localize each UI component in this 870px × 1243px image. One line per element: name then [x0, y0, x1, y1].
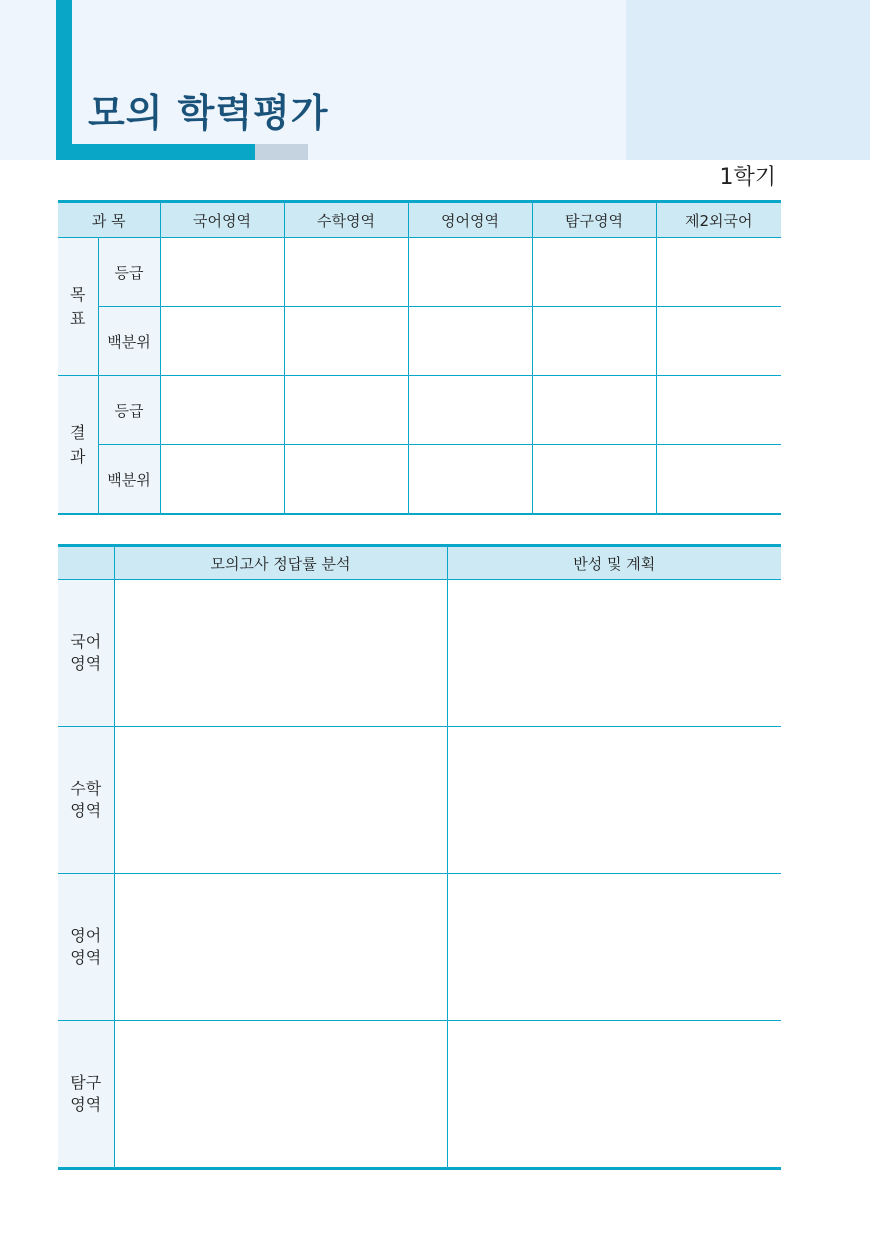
- goal-grade-korean-cell[interactable]: [160, 238, 284, 307]
- result-percentile-korean-cell[interactable]: [160, 445, 284, 515]
- row-label-percentile: 백분위: [98, 307, 160, 376]
- plan-header: 반성 및 계획: [447, 546, 781, 580]
- result-grade-inquiry-cell[interactable]: [532, 376, 656, 445]
- korean-analysis-cell[interactable]: [114, 580, 447, 727]
- group-label-result: 결과: [58, 376, 98, 515]
- english-plan-cell[interactable]: [447, 874, 781, 1021]
- result-grade-second-language-cell[interactable]: [656, 376, 781, 445]
- goal-percentile-math-cell[interactable]: [284, 307, 408, 376]
- accent-bar-horizontal: [56, 144, 255, 160]
- analysis-table: [58, 544, 781, 1170]
- goal-grade-english-cell[interactable]: [408, 238, 532, 307]
- row-label-percentile: 백분위: [98, 445, 160, 515]
- column-header-korean: 국어영역: [160, 202, 284, 238]
- goal-percentile-english-cell[interactable]: [408, 307, 532, 376]
- semester-label: 1학기: [719, 165, 776, 190]
- math-analysis-cell[interactable]: [114, 727, 447, 874]
- math-plan-cell[interactable]: [447, 727, 781, 874]
- page-title: 모의 학력평가: [88, 91, 329, 135]
- header-background-right: [626, 0, 870, 160]
- row-label-math: 수학 영역: [58, 727, 114, 874]
- result-percentile-inquiry-cell[interactable]: [532, 445, 656, 515]
- subject-header: 과 목: [58, 202, 160, 238]
- inquiry-analysis-cell[interactable]: [114, 1021, 447, 1169]
- result-percentile-second-language-cell[interactable]: [656, 445, 781, 515]
- goal-percentile-second-language-cell[interactable]: [656, 307, 781, 376]
- result-percentile-english-cell[interactable]: [408, 445, 532, 515]
- row-label-korean: 국어 영역: [58, 580, 114, 727]
- goal-grade-math-cell[interactable]: [284, 238, 408, 307]
- result-grade-english-cell[interactable]: [408, 376, 532, 445]
- goal-grade-second-language-cell[interactable]: [656, 238, 781, 307]
- row-label-english: 영어 영역: [58, 874, 114, 1021]
- column-header-inquiry: 탐구영역: [532, 202, 656, 238]
- column-header-math: 수학영역: [284, 202, 408, 238]
- column-header-second-language: 제2외국어: [656, 202, 781, 238]
- inquiry-plan-cell[interactable]: [447, 1021, 781, 1169]
- accent-bar-gray: [255, 144, 308, 160]
- goal-grade-inquiry-cell[interactable]: [532, 238, 656, 307]
- row-label-grade: 등급: [98, 376, 160, 445]
- column-header-english: 영어영역: [408, 202, 532, 238]
- goal-percentile-korean-cell[interactable]: [160, 307, 284, 376]
- result-grade-korean-cell[interactable]: [160, 376, 284, 445]
- result-grade-math-cell[interactable]: [284, 376, 408, 445]
- goal-percentile-inquiry-cell[interactable]: [532, 307, 656, 376]
- result-percentile-math-cell[interactable]: [284, 445, 408, 515]
- grade-table: [58, 200, 781, 515]
- corner-header: [58, 546, 114, 580]
- accent-bar-vertical: [56, 0, 72, 160]
- row-label-grade: 등급: [98, 238, 160, 307]
- analysis-header: 모의고사 정답률 분석: [114, 546, 447, 580]
- korean-plan-cell[interactable]: [447, 580, 781, 727]
- row-label-inquiry: 탐구 영역: [58, 1021, 114, 1169]
- group-label-goal: 목표: [58, 238, 98, 376]
- english-analysis-cell[interactable]: [114, 874, 447, 1021]
